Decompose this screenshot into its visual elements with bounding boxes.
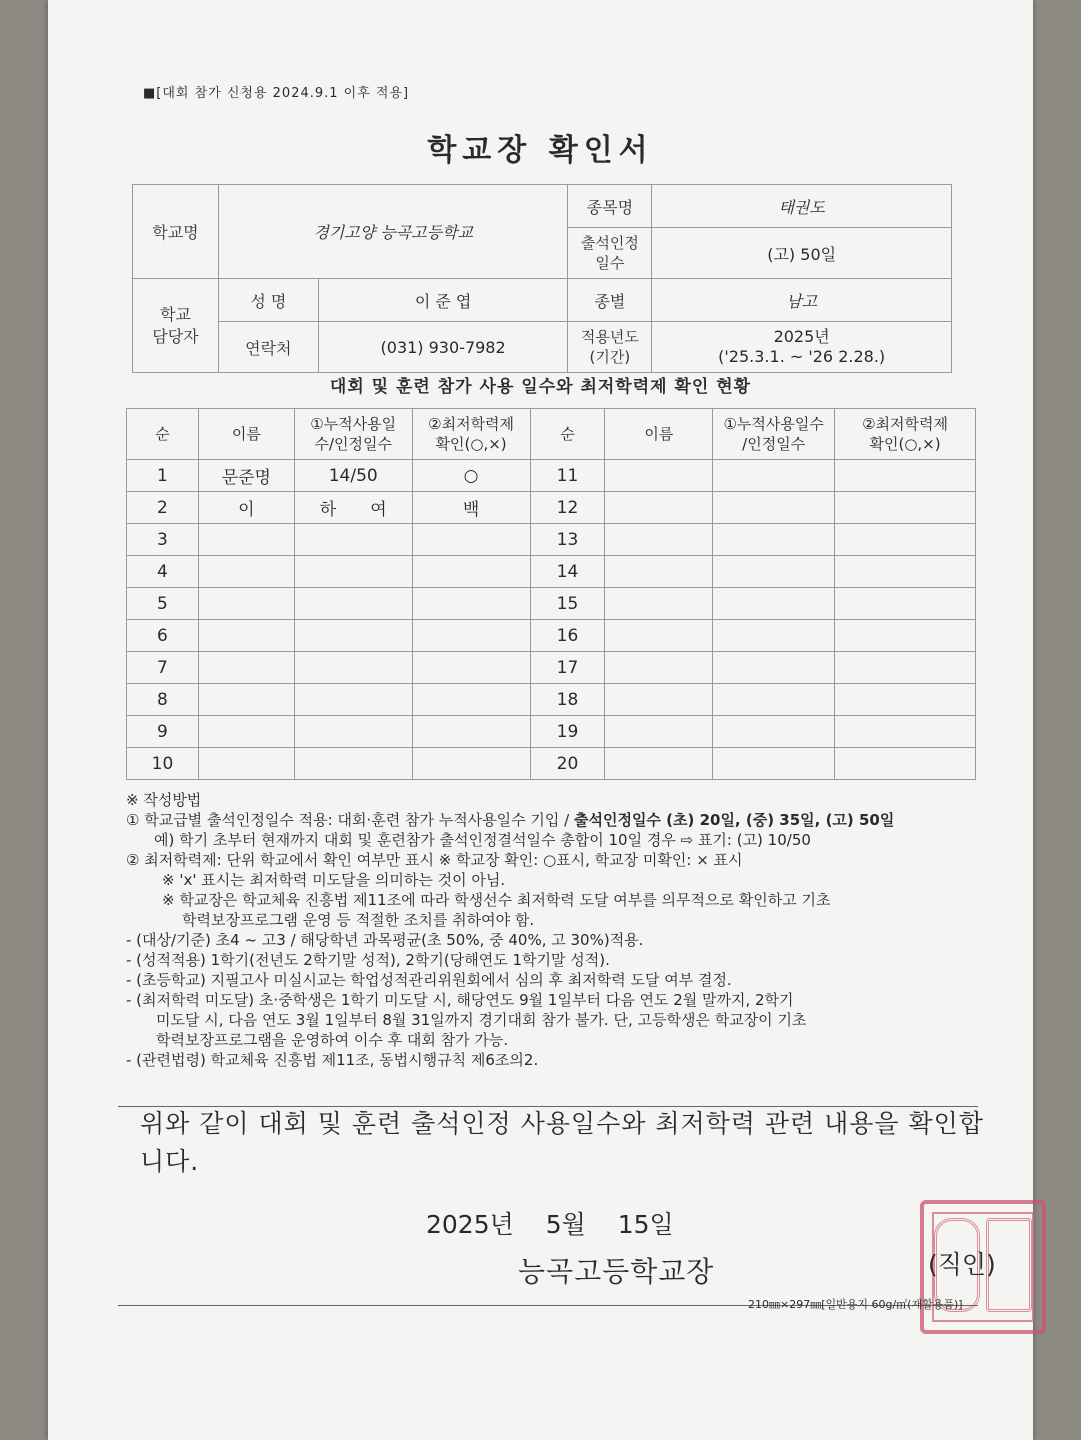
table-cell — [605, 716, 713, 748]
table-cell: 14 — [530, 556, 605, 588]
table-cell — [198, 748, 294, 780]
table-row — [127, 620, 976, 652]
staff-label: 학교 담당자 — [133, 279, 219, 373]
detail-min-1: - (최저학력 미도달) 초·중학생은 1학기 미도달 시, 해당연도 9월 1일부터 다음 연도 2월 말까지, 2학기 — [126, 991, 794, 1009]
school-name-value: 경기고양 능곡고등학교 — [218, 185, 568, 279]
table-cell: 2 — [127, 492, 199, 524]
table-cell: 18 — [530, 684, 605, 716]
table-cell: 백 — [412, 492, 530, 524]
table-cell — [605, 492, 713, 524]
table-cell — [412, 748, 530, 780]
table-cell: 4 — [127, 556, 199, 588]
table-cell — [198, 620, 294, 652]
type-value: 남고 — [652, 279, 952, 322]
table-cell: 17 — [530, 652, 605, 684]
contact-label: 연락처 — [218, 322, 318, 373]
table-cell: ○ — [412, 460, 530, 492]
table-header-row — [127, 409, 976, 460]
table-cell: 16 — [530, 620, 605, 652]
column-header: ②최저학력제 확인(○,×) — [412, 409, 530, 460]
paper-spec-footer: 210㎜×297㎜[일반용지 60g/㎡(재활용품)] — [748, 1298, 963, 1311]
table-cell — [605, 460, 713, 492]
table-cell — [835, 588, 976, 620]
table-cell — [713, 556, 835, 588]
table-cell — [294, 716, 412, 748]
table-cell — [713, 492, 835, 524]
note-1: ① 학교급별 출석인정일수 적용: 대회·훈련 참가 누적사용일수 기입 / 출석인정일수 (초) 20일, (중) 35일, (고) 50일 — [126, 811, 895, 829]
note-1-bold: 출석인정일수 (초) 20일, (중) 35일, (고) 50일 — [573, 811, 895, 829]
document-title: 학교장 확인서 — [427, 133, 654, 168]
table-cell — [605, 556, 713, 588]
table-cell: 14/50 — [294, 460, 412, 492]
notes-heading: ※ 작성방법 — [126, 791, 202, 809]
attendance-label: 출석인정 일수 — [568, 228, 652, 279]
note-2: ② 최저학력제: 단위 학교에서 확인 여부만 표시 ※ 학교장 확인: ○표시, 학교장 미확인: × 표시 — [126, 851, 743, 869]
table-cell — [835, 524, 976, 556]
column-header: 이름 — [605, 409, 713, 460]
table-row — [127, 748, 976, 780]
table-cell: 문준명 — [198, 460, 294, 492]
column-header: ①누적사용일 수/인정일수 — [294, 409, 412, 460]
year-cell — [652, 322, 952, 373]
table-cell — [412, 588, 530, 620]
table-row — [127, 652, 976, 684]
table-cell: 3 — [127, 524, 199, 556]
detail-grade: - (성적적용) 1학기(전년도 2학기말 성적), 2학기(당해연도 1학기말 성적). — [126, 951, 610, 969]
table-cell: 7 — [127, 652, 199, 684]
table-row — [127, 524, 976, 556]
table-cell — [713, 684, 835, 716]
column-header: ②최저학력제 확인(○,×) — [835, 409, 976, 460]
instructions — [126, 790, 986, 1070]
table-cell — [412, 716, 530, 748]
confirm-text: 위와 같이 대회 및 훈련 출석인정 사용일수와 최저학력 관련 내용을 확인합니다. — [140, 1109, 984, 1176]
table-cell — [294, 588, 412, 620]
event-label: 종목명 — [568, 185, 652, 228]
table-cell — [835, 460, 976, 492]
table-cell — [605, 684, 713, 716]
table-cell — [294, 620, 412, 652]
school-info-table — [132, 184, 952, 373]
table-cell — [605, 524, 713, 556]
table-cell — [294, 684, 412, 716]
detail-target: - (대상/기준) 초4 ~ 고3 / 해당학년 과목평균(초 50%, 중 40%, 고 30%)적용. — [126, 931, 644, 949]
table-cell — [198, 588, 294, 620]
table-cell — [198, 524, 294, 556]
name-label: 성 명 — [218, 279, 318, 322]
table-cell — [412, 652, 530, 684]
table-row — [127, 492, 976, 524]
table-cell: 10 — [127, 748, 199, 780]
table-cell: 11 — [530, 460, 605, 492]
detail-elementary: - (초등학교) 지필고사 미실시교는 학업성적관리위원회에서 심의 후 최저학력 도달 여부 결정. — [126, 971, 732, 989]
participant-table — [126, 408, 976, 780]
header-note: ■[대회 참가 신청용 2024.9.1 이후 적용] — [143, 86, 410, 101]
table-cell — [713, 748, 835, 780]
table-cell — [605, 588, 713, 620]
table-cell — [198, 716, 294, 748]
table-cell — [412, 684, 530, 716]
table-cell — [713, 588, 835, 620]
year-period: ('25.3.1. ~ '26 2.28.) — [718, 347, 886, 366]
event-value: 태권도 — [652, 185, 952, 228]
table-cell: 15 — [530, 588, 605, 620]
seal-label: (직인) — [928, 1250, 996, 1279]
table-cell: 이 — [198, 492, 294, 524]
note-2-duty: ※ 학교장은 학교체육 진흥법 제11조에 따라 학생선수 최저학력 도달 여부를 의무적으로 확인하고 기초 — [162, 891, 831, 909]
table-cell — [713, 460, 835, 492]
column-header: 이름 — [198, 409, 294, 460]
table-row — [127, 716, 976, 748]
table-cell — [198, 684, 294, 716]
table-cell: 9 — [127, 716, 199, 748]
year-label: 적용년도 (기간) — [568, 322, 652, 373]
table-cell — [835, 556, 976, 588]
section-title: 대회 및 훈련 참가 사용 일수와 최저학력제 확인 현황 — [329, 377, 752, 397]
table-cell — [713, 620, 835, 652]
note-2-duty-cont: 학력보장프로그램 운영 등 적절한 조치를 취하여야 함. — [182, 911, 535, 929]
table-cell: 6 — [127, 620, 199, 652]
table-row — [127, 588, 976, 620]
table-cell — [412, 556, 530, 588]
table-cell — [835, 748, 976, 780]
table-cell: 19 — [530, 716, 605, 748]
table-cell — [605, 620, 713, 652]
table-body — [127, 460, 976, 780]
table-cell — [198, 652, 294, 684]
table-cell — [294, 748, 412, 780]
table-cell — [198, 556, 294, 588]
table-cell — [713, 716, 835, 748]
table-cell: 5 — [127, 588, 199, 620]
table-cell — [713, 524, 835, 556]
column-header: 순 — [530, 409, 605, 460]
table-row — [127, 684, 976, 716]
table-cell — [713, 652, 835, 684]
attendance-value: (고) 50일 — [652, 228, 952, 279]
issue-date: 2025년 5월 15일 — [426, 1210, 674, 1239]
table-cell — [605, 748, 713, 780]
table-cell — [835, 652, 976, 684]
note-2-x: ※ 'x' 표시는 최저학력 미도달을 의미하는 것이 아님. — [162, 871, 506, 889]
school-head: 능곡고등학교장 — [518, 1255, 715, 1288]
table-cell — [605, 652, 713, 684]
table-cell — [835, 620, 976, 652]
detail-min-2: 미도달 시, 다음 연도 3월 1일부터 8월 31일까지 경기대회 참가 불가. 단, 고등학생은 학교장이 기초 — [156, 1011, 807, 1029]
table-cell: 12 — [530, 492, 605, 524]
table-cell — [294, 652, 412, 684]
column-header: ①누적사용일수 /인정일수 — [713, 409, 835, 460]
column-header: 순 — [127, 409, 199, 460]
name-value: 이 준 엽 — [318, 279, 568, 322]
table-cell: 20 — [530, 748, 605, 780]
table-cell: 8 — [127, 684, 199, 716]
table-cell: 하 여 — [294, 492, 412, 524]
note-1-example: 예) 학기 초부터 현재까지 대회 및 훈련참가 출석인정결석일수 총합이 10일 경우 ⇨ 표기: (고) 10/50 — [154, 831, 811, 849]
table-row — [127, 460, 976, 492]
detail-law: - (관련법령) 학교체육 진흥법 제11조, 동법시행규칙 제6조의2. — [126, 1051, 539, 1069]
table-cell — [412, 620, 530, 652]
table-cell — [294, 556, 412, 588]
table-row — [127, 556, 976, 588]
school-name-label: 학교명 — [133, 185, 219, 279]
year-value: 2025년 — [773, 327, 830, 346]
table-cell — [412, 524, 530, 556]
table-cell: 1 — [127, 460, 199, 492]
table-cell — [294, 524, 412, 556]
document-page — [48, 0, 1033, 1440]
detail-min-3: 학력보장프로그램을 운영하여 이수 후 대회 참가 가능. — [156, 1031, 509, 1049]
contact-value: (031) 930-7982 — [318, 322, 568, 373]
type-label: 종별 — [568, 279, 652, 322]
table-cell — [835, 684, 976, 716]
table-cell — [835, 492, 976, 524]
table-cell — [835, 716, 976, 748]
table-cell: 13 — [530, 524, 605, 556]
